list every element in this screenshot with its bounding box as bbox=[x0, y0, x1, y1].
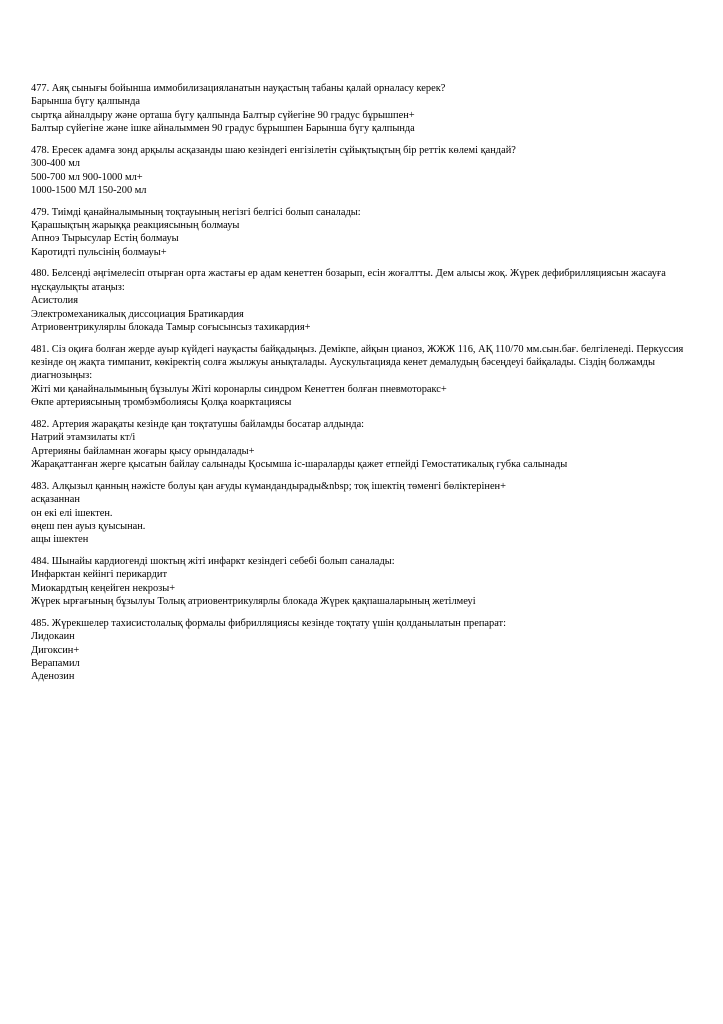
answer-option: Жүрек ырғағының бұзылуы Толық атриовентрикулярлы блокада Жүрек қақпашаларының жетілмеуі bbox=[31, 596, 476, 608]
answer-option: сыртқа айналдыру және орташа бүгу қалпында Балтыр сүйегіне 90 градус бұрышпен+ bbox=[31, 109, 415, 121]
question-text: 479. Тиімді қанайналымының тоқтауының негізгі белгісі болып саналады: bbox=[31, 206, 361, 218]
answer-option: Инфарктан кейінгі перикардит bbox=[31, 569, 167, 581]
answer-option: Жарақаттанған жерге қысатын байлау салынады Қосымша іс-шараларды қажет етпейді Гемостатикалық губка салынады bbox=[31, 459, 568, 471]
question-block bbox=[31, 418, 711, 472]
question-block bbox=[31, 267, 711, 334]
answer-option: асқазаннан bbox=[31, 494, 80, 506]
answer-option: Артерияны байламнан жоғары қысу орындалады+ bbox=[31, 445, 255, 457]
answer-option: Өкпе артериясының тромбэмболиясы Қолқа коарктациясы bbox=[31, 397, 292, 409]
answer-option: Атриовентрикулярлы блокада Тамыр соғысынсыз тахикардия+ bbox=[31, 322, 311, 334]
question-text: 485. Жүрекшелер тахисистолалық формалы фибрилляциясы кезінде тоқтату үшін қолданылатын препарат: bbox=[31, 617, 506, 629]
question-block bbox=[31, 82, 711, 136]
question-text: 478. Ересек адамға зонд арқылы асқазанды шаю кезіндегі енгізілетін сұйықтықтың бір реттік көлемі қандай? bbox=[31, 144, 516, 156]
answer-option: Верапамил bbox=[31, 657, 80, 669]
answer-option: Жіті ми қанайналымының бұзылуы Жіті коронарлы синдром Кенеттен болған пневмоторакс+ bbox=[31, 383, 447, 395]
answer-option: өңеш пен ауыз қуысынан. bbox=[31, 520, 146, 532]
question-block bbox=[31, 555, 711, 609]
document-page bbox=[31, 82, 711, 692]
answer-option: он екі елі ішектен. bbox=[31, 507, 113, 519]
answer-option: Дигоксин+ bbox=[31, 644, 80, 656]
answer-option: 300-400 мл bbox=[31, 158, 80, 170]
answer-option: Электромеханикалық диссоциация Братикардия bbox=[31, 308, 244, 320]
answer-option: Асистолия bbox=[31, 295, 79, 307]
question-block bbox=[31, 206, 711, 260]
question-text: 481. Сіз оқиға болған жерде ауыр күйдегі науқасты байқадыңыз. Демікпе, айқын цианоз, ЖЖЖ 116, АҚ 110/70 мм.сын.бағ. белгіленеді. Перкуссия кезінде оң жақта тимпанит, көкіректің солға жылжуы анықталады. Аускультацияда кенет демалудың бәсеңдеуі байқалады. Сіздің болжамды диагнозыңыз: bbox=[31, 343, 684, 382]
question-text: 483. Алқызыл қанның нәжісте болуы қан ағуды күмандандырады&nbsp; тоқ ішектің төменгі бөліктерінен+ bbox=[31, 480, 506, 492]
question-block bbox=[31, 144, 711, 198]
answer-option: 1000-1500 МЛ 150-200 мл bbox=[31, 185, 147, 197]
answer-option: Қарашықтың жарыққа реакциясының болмауы bbox=[31, 220, 240, 232]
answer-option: Балтыр сүйегіне және ішке айналыммен 90 градус бұрышпен Барынша бүгу қалпында bbox=[31, 123, 415, 135]
answer-option: Натрий этамзилаты кт/і bbox=[31, 432, 136, 444]
answer-option: Барынша бүгу қалпында bbox=[31, 96, 141, 108]
answer-option: ащы ішектен bbox=[31, 534, 89, 546]
question-text: 482. Артерия жарақаты кезінде қан тоқтатушы байламды босатар алдында: bbox=[31, 418, 365, 430]
question-text: 480. Белсенді әңгімелесіп отырған орта жастағы ер адам кенеттен бозарып, есін жоғалтты. Дем алысы жоқ. Жүрек дефибрилляциясын жасауға нұсқаулықты атаңыз: bbox=[31, 268, 666, 293]
answer-option: 500-700 мл 900-1000 мл+ bbox=[31, 171, 143, 183]
question-text: 484. Шынайы кардиогенді шоктың жіті инфаркт кезіндегі себебі болып саналады: bbox=[31, 555, 395, 567]
question-block bbox=[31, 480, 711, 547]
answer-option: Миокардтың кеңейген некрозы+ bbox=[31, 582, 176, 594]
answer-option: Каротидті пульсінің болмауы+ bbox=[31, 246, 167, 258]
question-block bbox=[31, 617, 711, 684]
answer-option: Аденозин bbox=[31, 671, 75, 683]
question-text: 477. Аяқ сынығы бойынша иммобилизацияланатын науқастың табаны қалай орналасу керек? bbox=[31, 83, 446, 94]
answer-option: Апноэ Тырысулар Естің болмауы bbox=[31, 233, 179, 245]
answer-option: Лидокаин bbox=[31, 631, 75, 643]
question-block bbox=[31, 343, 711, 410]
